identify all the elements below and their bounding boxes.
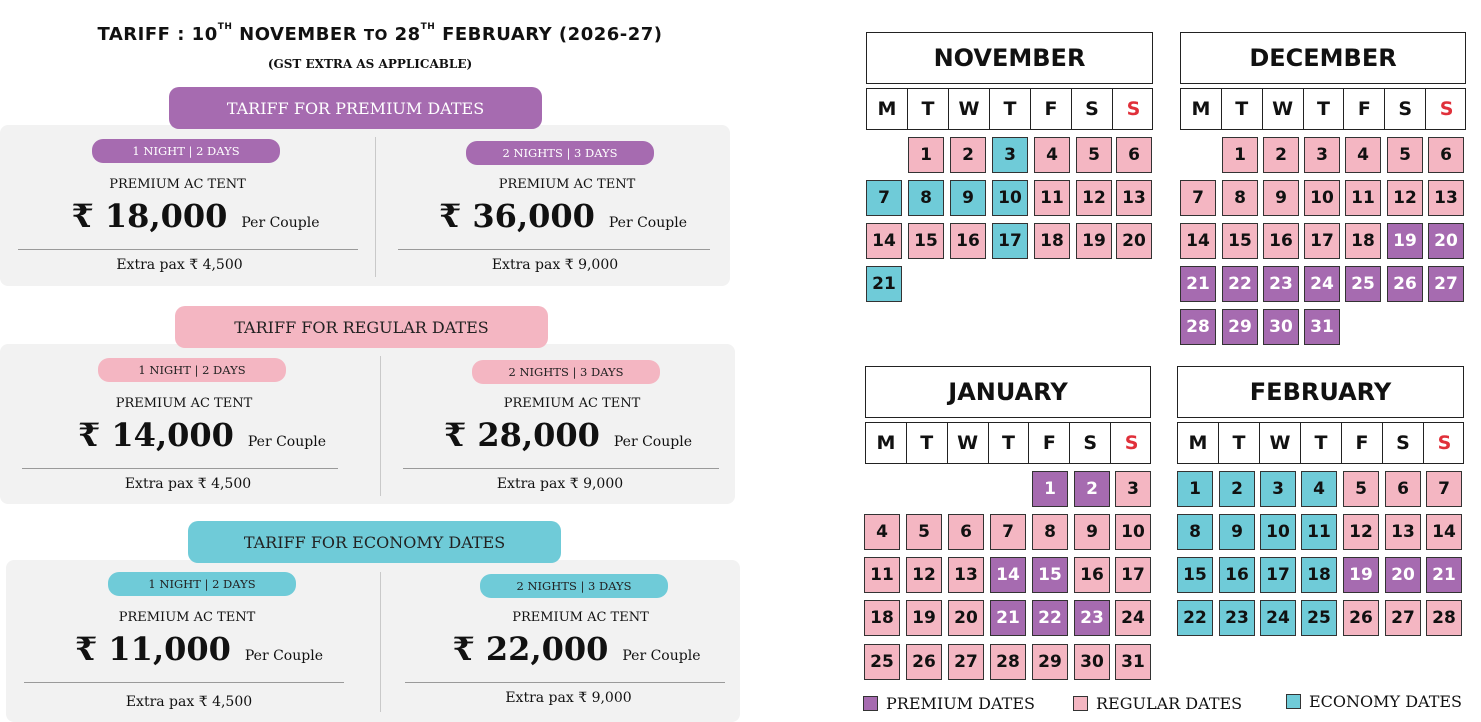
tent-type: PREMIUM AC TENT bbox=[512, 610, 649, 625]
weekday-label: F bbox=[1344, 89, 1385, 129]
day-cell: 23 bbox=[1219, 600, 1255, 636]
weekday-header bbox=[866, 88, 1153, 130]
plan-two-nights bbox=[381, 344, 735, 504]
day-cell: 30 bbox=[1263, 309, 1299, 345]
tent-type: PREMIUM AC TENT bbox=[115, 396, 253, 411]
day-cell: 20 bbox=[1385, 557, 1421, 593]
weekday-label: T bbox=[907, 423, 948, 463]
day-cell: 13 bbox=[1385, 514, 1421, 550]
extra-pax: Extra pax ₹ 4,500 bbox=[116, 257, 243, 273]
title-ordinal: TH bbox=[420, 22, 436, 32]
plan-two-nights bbox=[381, 560, 740, 722]
extra-pax: Extra pax ₹ 9,000 bbox=[496, 476, 624, 492]
price-amount: ₹ 18,000 bbox=[71, 197, 228, 235]
day-cell: 17 bbox=[992, 223, 1028, 259]
day-cell: 20 bbox=[1116, 223, 1152, 259]
month-title: DECEMBER bbox=[1180, 32, 1466, 84]
day-cell: 2 bbox=[1219, 471, 1255, 507]
weekday-label: T bbox=[1304, 89, 1345, 129]
plan-one-night bbox=[0, 125, 375, 286]
month-title: JANUARY bbox=[865, 366, 1151, 418]
price-unit: Per Couple bbox=[241, 215, 320, 231]
day-cell: 13 bbox=[1428, 180, 1464, 216]
day-cell: 27 bbox=[948, 644, 984, 680]
day-cell: 25 bbox=[864, 644, 900, 680]
weekday-label: S bbox=[1383, 423, 1424, 463]
month-title: FEBRUARY bbox=[1177, 366, 1464, 418]
legend-label: PREMIUM DATES bbox=[886, 694, 1035, 713]
day-cell: 31 bbox=[1115, 644, 1151, 680]
price bbox=[8, 197, 383, 235]
duration-pill: 2 NIGHTS | 3 DAYS bbox=[480, 574, 668, 598]
weekday-label: M bbox=[867, 89, 908, 129]
day-cell: 26 bbox=[1387, 266, 1423, 302]
divider bbox=[24, 682, 344, 683]
day-cell: 14 bbox=[990, 557, 1026, 593]
day-cell: 4 bbox=[1301, 471, 1337, 507]
day-cell: 15 bbox=[1222, 223, 1258, 259]
day-cell: 14 bbox=[866, 223, 902, 259]
weekday-label: W bbox=[1263, 89, 1304, 129]
day-cell: 20 bbox=[948, 600, 984, 636]
weekday-header bbox=[1180, 88, 1466, 130]
day-cell: 6 bbox=[1428, 137, 1464, 173]
day-cell: 23 bbox=[1263, 266, 1299, 302]
day-cell: 8 bbox=[1222, 180, 1258, 216]
day-cell: 7 bbox=[1426, 471, 1462, 507]
weekday-label: S bbox=[1126, 98, 1141, 120]
page-title bbox=[0, 24, 760, 45]
day-cell: 29 bbox=[1032, 644, 1068, 680]
day-cell: 16 bbox=[1074, 557, 1110, 593]
weekday-label: S bbox=[1439, 98, 1454, 120]
day-cell: 18 bbox=[1301, 557, 1337, 593]
day-cell: 9 bbox=[950, 180, 986, 216]
day-cell: 21 bbox=[1426, 557, 1462, 593]
weekday-label: W bbox=[949, 89, 990, 129]
day-cell: 22 bbox=[1222, 266, 1258, 302]
day-cell: 8 bbox=[1032, 514, 1068, 550]
day-cell: 11 bbox=[864, 557, 900, 593]
day-cell: 26 bbox=[1343, 600, 1379, 636]
day-cell: 11 bbox=[1301, 514, 1337, 550]
title-text: 28 bbox=[387, 24, 421, 45]
weekday-label: T bbox=[1219, 423, 1260, 463]
extra-pax: Extra pax ₹ 4,500 bbox=[125, 694, 253, 710]
price-amount: ₹ 22,000 bbox=[452, 630, 609, 668]
weekday-label: T bbox=[1301, 423, 1342, 463]
day-cell: 4 bbox=[1034, 137, 1070, 173]
price-unit: Per Couple bbox=[622, 648, 701, 664]
day-cell: 21 bbox=[1180, 266, 1216, 302]
day-cell: 21 bbox=[866, 266, 902, 302]
day-cell: 4 bbox=[1345, 137, 1381, 173]
price bbox=[391, 416, 745, 454]
legend-swatch-premium bbox=[863, 696, 878, 711]
day-cell: 16 bbox=[1263, 223, 1299, 259]
day-cell: 10 bbox=[1304, 180, 1340, 216]
legend-economy bbox=[1286, 692, 1462, 711]
day-cell: 9 bbox=[1263, 180, 1299, 216]
title-ordinal: TH bbox=[217, 22, 233, 32]
legend-swatch-economy bbox=[1286, 694, 1301, 709]
weekday-label: F bbox=[1029, 423, 1070, 463]
day-cell: 13 bbox=[1116, 180, 1152, 216]
day-cell: 24 bbox=[1304, 266, 1340, 302]
extra-pax: Extra pax ₹ 4,500 bbox=[124, 476, 252, 492]
price-amount: ₹ 14,000 bbox=[78, 416, 234, 454]
plan-one-night bbox=[6, 560, 380, 722]
day-cell: 5 bbox=[1343, 471, 1379, 507]
price bbox=[386, 197, 740, 235]
day-cell: 8 bbox=[1177, 514, 1213, 550]
weekday-label: S bbox=[1385, 89, 1426, 129]
day-cell: 16 bbox=[1219, 557, 1255, 593]
day-cell: 1 bbox=[1177, 471, 1213, 507]
day-cell: 15 bbox=[908, 223, 944, 259]
day-cell: 18 bbox=[864, 600, 900, 636]
legend-premium bbox=[863, 694, 1035, 713]
duration-pill: 1 NIGHT | 2 DAYS bbox=[98, 358, 286, 382]
day-cell: 8 bbox=[908, 180, 944, 216]
day-cell: 3 bbox=[1260, 471, 1296, 507]
title-text: TARIFF : 10 bbox=[97, 24, 218, 45]
divider bbox=[403, 468, 719, 469]
day-cell: 1 bbox=[1222, 137, 1258, 173]
weekday-label: F bbox=[1031, 89, 1072, 129]
weekday-label: S bbox=[1072, 89, 1113, 129]
extra-pax: Extra pax ₹ 9,000 bbox=[505, 690, 632, 706]
gst-note: (GST EXTRA AS APPLICABLE) bbox=[267, 57, 473, 71]
day-cell: 18 bbox=[1034, 223, 1070, 259]
day-cell: 12 bbox=[906, 557, 942, 593]
weekday-label: W bbox=[948, 423, 989, 463]
day-cell: 25 bbox=[1301, 600, 1337, 636]
day-cell: 19 bbox=[1076, 223, 1112, 259]
title-text: TO bbox=[363, 26, 388, 44]
weekday-label: T bbox=[990, 89, 1031, 129]
weekday-label: S bbox=[1124, 432, 1139, 454]
tariff-panel bbox=[0, 125, 730, 286]
day-cell: 27 bbox=[1428, 266, 1464, 302]
divider bbox=[398, 249, 710, 250]
day-cell: 28 bbox=[1180, 309, 1216, 345]
day-cell: 21 bbox=[990, 600, 1026, 636]
day-cell: 18 bbox=[1345, 223, 1381, 259]
tent-type: PREMIUM AC TENT bbox=[118, 610, 256, 625]
weekday-label: M bbox=[1178, 423, 1219, 463]
tent-type: PREMIUM AC TENT bbox=[503, 396, 641, 411]
weekday-label: T bbox=[908, 89, 949, 129]
day-cell: 7 bbox=[866, 180, 902, 216]
price bbox=[397, 630, 756, 668]
legend-label: REGULAR DATES bbox=[1096, 694, 1243, 713]
day-cell: 17 bbox=[1304, 223, 1340, 259]
day-cell: 6 bbox=[1385, 471, 1421, 507]
day-cell: 4 bbox=[864, 514, 900, 550]
price-amount: ₹ 36,000 bbox=[439, 197, 595, 235]
day-cell: 11 bbox=[1345, 180, 1381, 216]
tariff-panel bbox=[6, 560, 740, 722]
title-text: FEBRUARY (2026-27) bbox=[435, 24, 663, 45]
day-cell: 12 bbox=[1076, 180, 1112, 216]
day-cell: 20 bbox=[1428, 223, 1464, 259]
duration-pill: 1 NIGHT | 2 DAYS bbox=[92, 139, 280, 163]
price-unit: Per Couple bbox=[613, 434, 692, 450]
day-cell: 16 bbox=[950, 223, 986, 259]
day-cell: 11 bbox=[1034, 180, 1070, 216]
divider bbox=[22, 468, 338, 469]
price-unit: Per Couple bbox=[244, 648, 323, 664]
day-cell: 15 bbox=[1177, 557, 1213, 593]
day-cell: 25 bbox=[1345, 266, 1381, 302]
tariff-panel bbox=[0, 344, 735, 504]
day-cell: 3 bbox=[1115, 471, 1151, 507]
weekday-header bbox=[1177, 422, 1464, 464]
weekday-label: M bbox=[1181, 89, 1222, 129]
day-cell: 1 bbox=[1032, 471, 1068, 507]
divider bbox=[405, 682, 725, 683]
day-cell: 30 bbox=[1074, 644, 1110, 680]
price bbox=[12, 416, 392, 454]
day-cell: 27 bbox=[1385, 600, 1421, 636]
day-cell: 17 bbox=[1115, 557, 1151, 593]
day-cell: 7 bbox=[1180, 180, 1216, 216]
day-cell: 19 bbox=[1343, 557, 1379, 593]
weekday-label: S bbox=[1437, 432, 1452, 454]
day-cell: 6 bbox=[948, 514, 984, 550]
plan-one-night bbox=[0, 344, 380, 504]
day-cell: 5 bbox=[1076, 137, 1112, 173]
day-cell: 19 bbox=[1387, 223, 1423, 259]
day-cell: 19 bbox=[906, 600, 942, 636]
day-cell: 2 bbox=[950, 137, 986, 173]
price-unit: Per Couple bbox=[247, 434, 326, 450]
plan-two-nights bbox=[376, 125, 730, 286]
month-title: NOVEMBER bbox=[866, 32, 1153, 84]
price-unit: Per Couple bbox=[608, 215, 687, 231]
day-cell: 15 bbox=[1032, 557, 1068, 593]
day-cell: 17 bbox=[1260, 557, 1296, 593]
weekday-label: W bbox=[1260, 423, 1301, 463]
weekday-label: T bbox=[1222, 89, 1263, 129]
day-cell: 10 bbox=[1260, 514, 1296, 550]
weekday-label: T bbox=[989, 423, 1030, 463]
day-cell: 1 bbox=[908, 137, 944, 173]
day-cell: 10 bbox=[992, 180, 1028, 216]
weekday-label: S bbox=[1070, 423, 1111, 463]
day-cell: 13 bbox=[948, 557, 984, 593]
tariff-banner-premium: TARIFF FOR PREMIUM DATES bbox=[169, 87, 542, 129]
day-cell: 24 bbox=[1115, 600, 1151, 636]
day-cell: 23 bbox=[1074, 600, 1110, 636]
day-cell: 29 bbox=[1222, 309, 1258, 345]
weekday-label: F bbox=[1342, 423, 1383, 463]
day-cell: 28 bbox=[1426, 600, 1462, 636]
day-cell: 2 bbox=[1263, 137, 1299, 173]
price-amount: ₹ 11,000 bbox=[75, 630, 231, 668]
day-cell: 5 bbox=[906, 514, 942, 550]
day-cell: 10 bbox=[1115, 514, 1151, 550]
day-cell: 3 bbox=[1304, 137, 1340, 173]
day-cell: 12 bbox=[1387, 180, 1423, 216]
duration-pill: 2 NIGHTS | 3 DAYS bbox=[472, 360, 660, 384]
day-cell: 3 bbox=[992, 137, 1028, 173]
legend-label: ECONOMY DATES bbox=[1309, 692, 1463, 711]
weekday-header bbox=[865, 422, 1151, 464]
day-cell: 12 bbox=[1343, 514, 1379, 550]
day-cell: 22 bbox=[1032, 600, 1068, 636]
legend-swatch-regular bbox=[1073, 696, 1088, 711]
day-cell: 6 bbox=[1116, 137, 1152, 173]
day-cell: 31 bbox=[1304, 309, 1340, 345]
day-cell: 9 bbox=[1074, 514, 1110, 550]
tariff-banner-economy: TARIFF FOR ECONOMY DATES bbox=[188, 521, 561, 563]
tariff-banner-regular: TARIFF FOR REGULAR DATES bbox=[175, 306, 548, 348]
tent-type: PREMIUM AC TENT bbox=[498, 177, 636, 192]
title-text: NOVEMBER bbox=[232, 24, 364, 45]
day-cell: 24 bbox=[1260, 600, 1296, 636]
weekday-label: M bbox=[866, 423, 907, 463]
duration-pill: 2 NIGHTS | 3 DAYS bbox=[466, 141, 654, 165]
divider bbox=[18, 249, 358, 250]
legend-regular bbox=[1073, 694, 1242, 713]
day-cell: 28 bbox=[990, 644, 1026, 680]
day-cell: 9 bbox=[1219, 514, 1255, 550]
duration-pill: 1 NIGHT | 2 DAYS bbox=[108, 572, 296, 596]
price bbox=[12, 630, 386, 668]
day-cell: 2 bbox=[1074, 471, 1110, 507]
price-amount: ₹ 28,000 bbox=[444, 416, 600, 454]
day-cell: 14 bbox=[1180, 223, 1216, 259]
day-cell: 22 bbox=[1177, 600, 1213, 636]
day-cell: 7 bbox=[990, 514, 1026, 550]
day-cell: 26 bbox=[906, 644, 942, 680]
extra-pax: Extra pax ₹ 9,000 bbox=[491, 257, 619, 273]
tent-type: PREMIUM AC TENT bbox=[109, 177, 246, 192]
day-cell: 5 bbox=[1387, 137, 1423, 173]
day-cell: 14 bbox=[1426, 514, 1462, 550]
